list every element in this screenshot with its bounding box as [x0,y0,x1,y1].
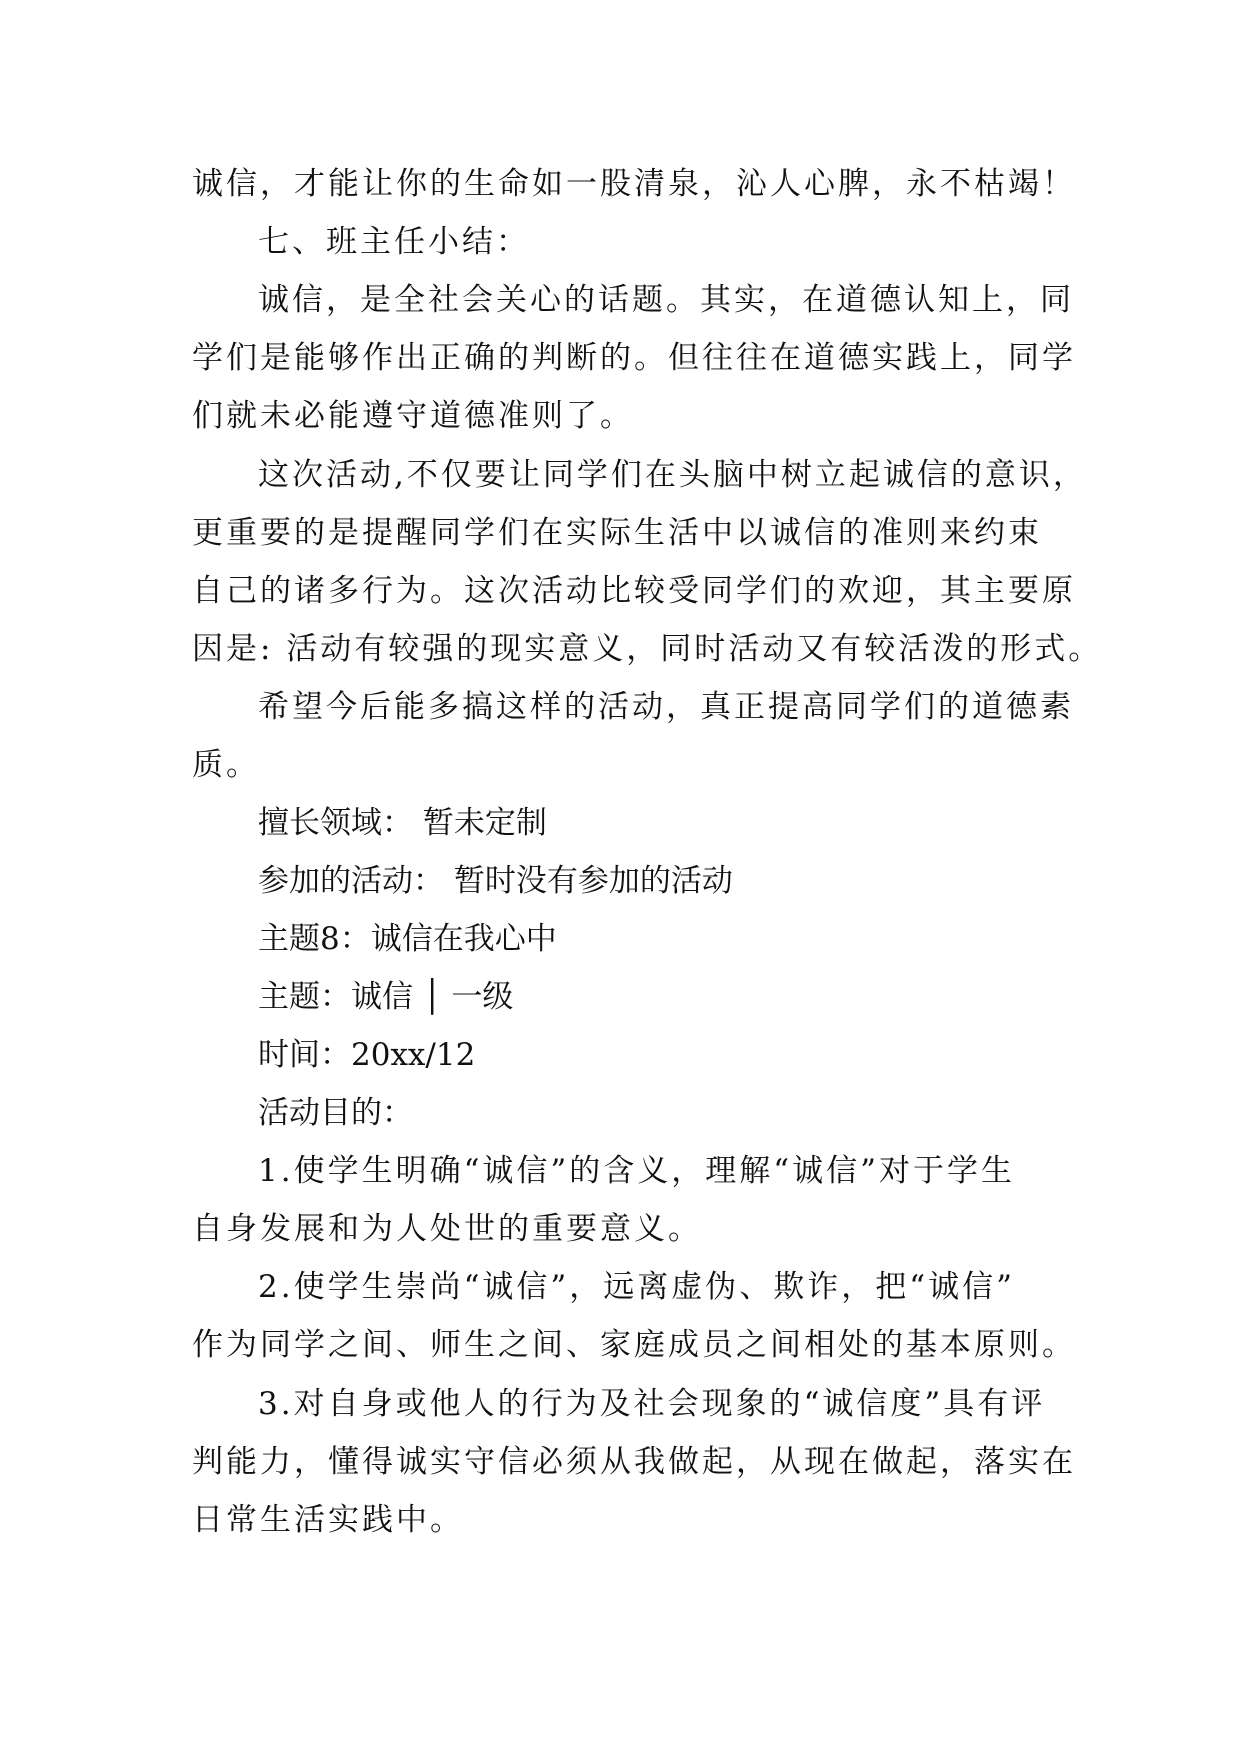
list-item: 2.使学生崇尚“诚信”，远离虚伪、欺诈，把“诚信” [258,1269,1015,1305]
text-line: 诚信，才能让你的生命如一股清泉，沁人心脾，永不枯竭！ [192,166,1076,202]
list-item: 3.对自身或他人的行为及社会现象的“诚信度”具有评 [258,1386,1046,1422]
text-line: 作为同学之间、师生之间、家庭成员之间相处的基本原则。 [192,1327,1076,1363]
section-heading: 活动目的： [258,1095,413,1131]
text-line: 判能力，懂得诚实守信必须从我做起，从现在做起，落实在 [192,1444,1076,1480]
text-line: 日常生活实践中。 [192,1502,464,1538]
text-line: 更重要的是提醒同学们在实际生活中以诚信的准则来约束 [192,515,1042,551]
text-line: 们就未必能遵守道德准则了。 [192,398,634,434]
text-line: 这次活动,不仅要让同学们在头脑中树立起诚信的意识， [258,457,1087,493]
text-line: 学们是能够作出正确的判断的。但往往在道德实践上，同学 [192,340,1076,376]
list-item: 1.使学生明确“诚信”的含义，理解“诚信”对于学生 [258,1153,1015,1189]
text-line: 自己的诸多行为。这次活动比较受同学们的欢迎，其主要原 [192,573,1076,609]
activities-field: 参加的活动： 暂时没有参加的活动 [258,863,733,899]
topic-category: 主题：诚信 │ 一级 [258,979,514,1015]
section-heading: 七、班主任小结： [258,224,530,260]
text-line: 因是: 活动有较强的现实意义，同时活动又有较活泼的形式。 [192,631,1103,667]
text-line: 诚信，是全社会关心的话题。其实，在道德认知上，同 [258,282,1074,318]
text-line: 质。 [192,747,260,783]
topic-title: 主题8：诚信在我心中 [258,921,557,957]
time-field: 时间：20xx/12 [258,1037,476,1073]
text-line: 自身发展和为人处世的重要意义。 [192,1211,702,1247]
expertise-field: 擅长领域： 暂未定制 [258,805,547,841]
text-line: 希望今后能多搞这样的活动，真正提高同学们的道德素 [258,689,1074,725]
